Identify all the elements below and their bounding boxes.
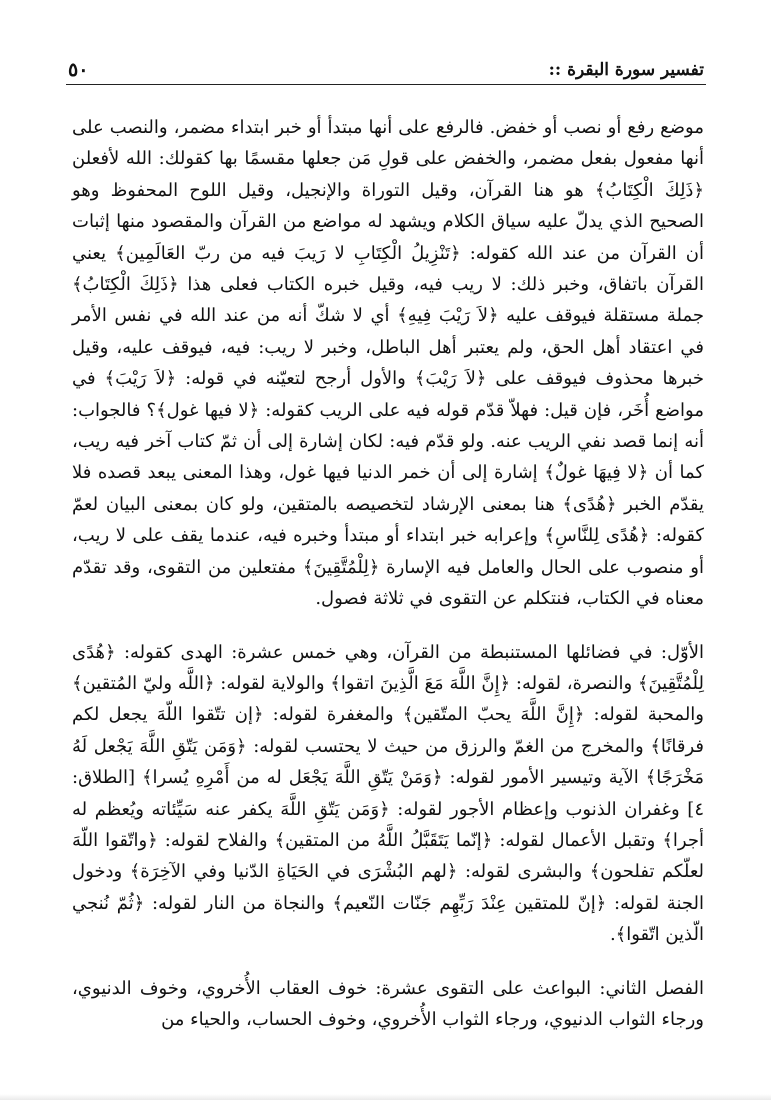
page-header [68, 56, 704, 84]
header-divider [66, 84, 706, 85]
paragraph-intro: موضع رفع أو نصب أو خفض. فالرفع على أنها مبتدأ أو خبر ابتداء مضمر، والنصب على أنها مفعول بفعل مضمر، والخفض على قولِ مَن جعلها مقسمًا بها كقولك: الله لأفعلن ﴿ذَلِكَ الْكِتَابُ﴾ هو هنا القرآن، وقيل التوراة والإنجيل، وقيل اللوح المحفوظ وهو الصحيح الذي يدلّ عليه سياق الكلام ويشهد له مواضع من القرآن والمقصود منها إثبات أن القرآن من عند الله كقوله: ﴿تَنْزِيلُ الْكِتَابِ لا رَيبَ فيه من ربّ العَالَمِين﴾ يعني القرآن باتفاق، وخبر ذلك: لا ريب فيه، وقيل خبره الكتاب فعلى هذا ﴿ذَلِكَ الْكِتَابُ﴾ جملة مستقلة فيوقف عليه ﴿لاَ رَيْبَ فِيهِ﴾ أي لا شكّ أنه من عند الله في نفس الأمر في اعتقاد أهل الحق، ولم يعتبر أهل الباطل، وخبر لا ريب: فيه، فيوقف عليه، وقيل خبرها محذوف فيوقف على ﴿لاَ رَيْبَ﴾ والأول أرجح لتعيّنه في قوله: ﴿لاَ رَيْبَ﴾ في مواضع أُخَر، فإن قيل: فهلاّ قدّم قوله فيه على الريب كقوله: ﴿لا فيها غول﴾؟ فالجواب: أنه إنما قصد نفي الريب عنه. ولو قدّم فيه: لكان إشارة إلى أن ثمّ كتاب آخر فيه ريب، كما أن ﴿لا فِيهَا غولٌ﴾ إشارة إلى أن خمر الدنيا فيها غول، وهذا المعنى يبعد قصده فلا يقدّم الخبر ﴿هُدًى﴾ هنا بمعنى الإرشاد لتخصيصه بالمتقين، ولو كان بمعنى البيان لعمّ كقوله: ﴿هُدًى لِلنَّاسِ﴾ وإعرابه خبر ابتداء أو مبتدأ وخبره فيه، عندما يقف على لا ريب، أو منصوب على الحال والعامل فيه الإسارة ﴿لِلْمُتَّقِينَ﴾ مفتعلين من التقوى، وقد تقدّم معناه في الكتاب، فنتكلم عن التقوى في ثلاثة فصول. [72, 117, 705, 610]
page-number: ٥٠ [68, 59, 89, 81]
paragraph-first-section: الأوّل: في فضائلها المستنبطة من القرآن، وهي خمس عشرة: الهدى كقوله: ﴿هُدًى لِلْمُتَّقِينَ﴾ والنصرة، لقوله: ﴿إِنَّ اللَّهَ مَعَ الَّذِينَ اتقوا﴾ والولاية لقوله: ﴿اللَّه وليّ المُتقين﴾ والمحبة لقوله: ﴿إِنَّ اللَّهَ يحبّ المتّقين﴾ والمغفرة لقوله: ﴿إن تتّقوا اللّهَ يجعل لكم فرقانًا﴾ والمخرج من الغمّ والرزق من حيث لا يحتسب لقوله: ﴿وَمَن يَتّقِ اللَّهَ يَجْعل لَهُ مَخْرَجًا﴾ الآية وتيسير الأمور لقوله: ﴿وَمَنْ يَتّقِ اللَّهَ يَجْعَل له من أَمْرِهِ يُسرا﴾ [الطلاق: ٤] وغفران الذنوب وإعظام الأجور لقوله: ﴿وَمَن يَتّقِ اللَّهَ يكفر عنه سَيِّئاته ويُعظم له أجرا﴾ وتقبل الأعمال لقوله: ﴿إنّما يَتَقَبَّلُ اللَّهُ من المتقين﴾ والفلاح لقوله: ﴿واتّقوا اللّهَ لعلّكم تفلحون﴾ والبشرى لقوله: ﴿لهم البُشْرَى في الحَيَاةِ الدّنيا وفي الآخِرَة﴾ ودخول الجنة لقوله: ﴿إنّ للمتقين عِنْدَ رَبِّهِم جَنّات النّعيم﴾ والنجاة من النار لقوله: ﴿ثُمّ نُنجي الّذين اتّقوا﴾. [72, 641, 704, 946]
running-title: تفسير سورة البقرة :: [548, 60, 704, 80]
body-text [72, 112, 704, 1035]
paragraph-second-section: الفصل الثاني: البواعث على التقوى عشرة: خوف العقاب الأُخروي، وخوف الدنيوي، ورجاء الثواب الدنيوي، ورجاء الثواب الأُخروي، وخوف الحساب، والحياء من [72, 977, 704, 1030]
page-edge-shadow [0, 1094, 771, 1100]
